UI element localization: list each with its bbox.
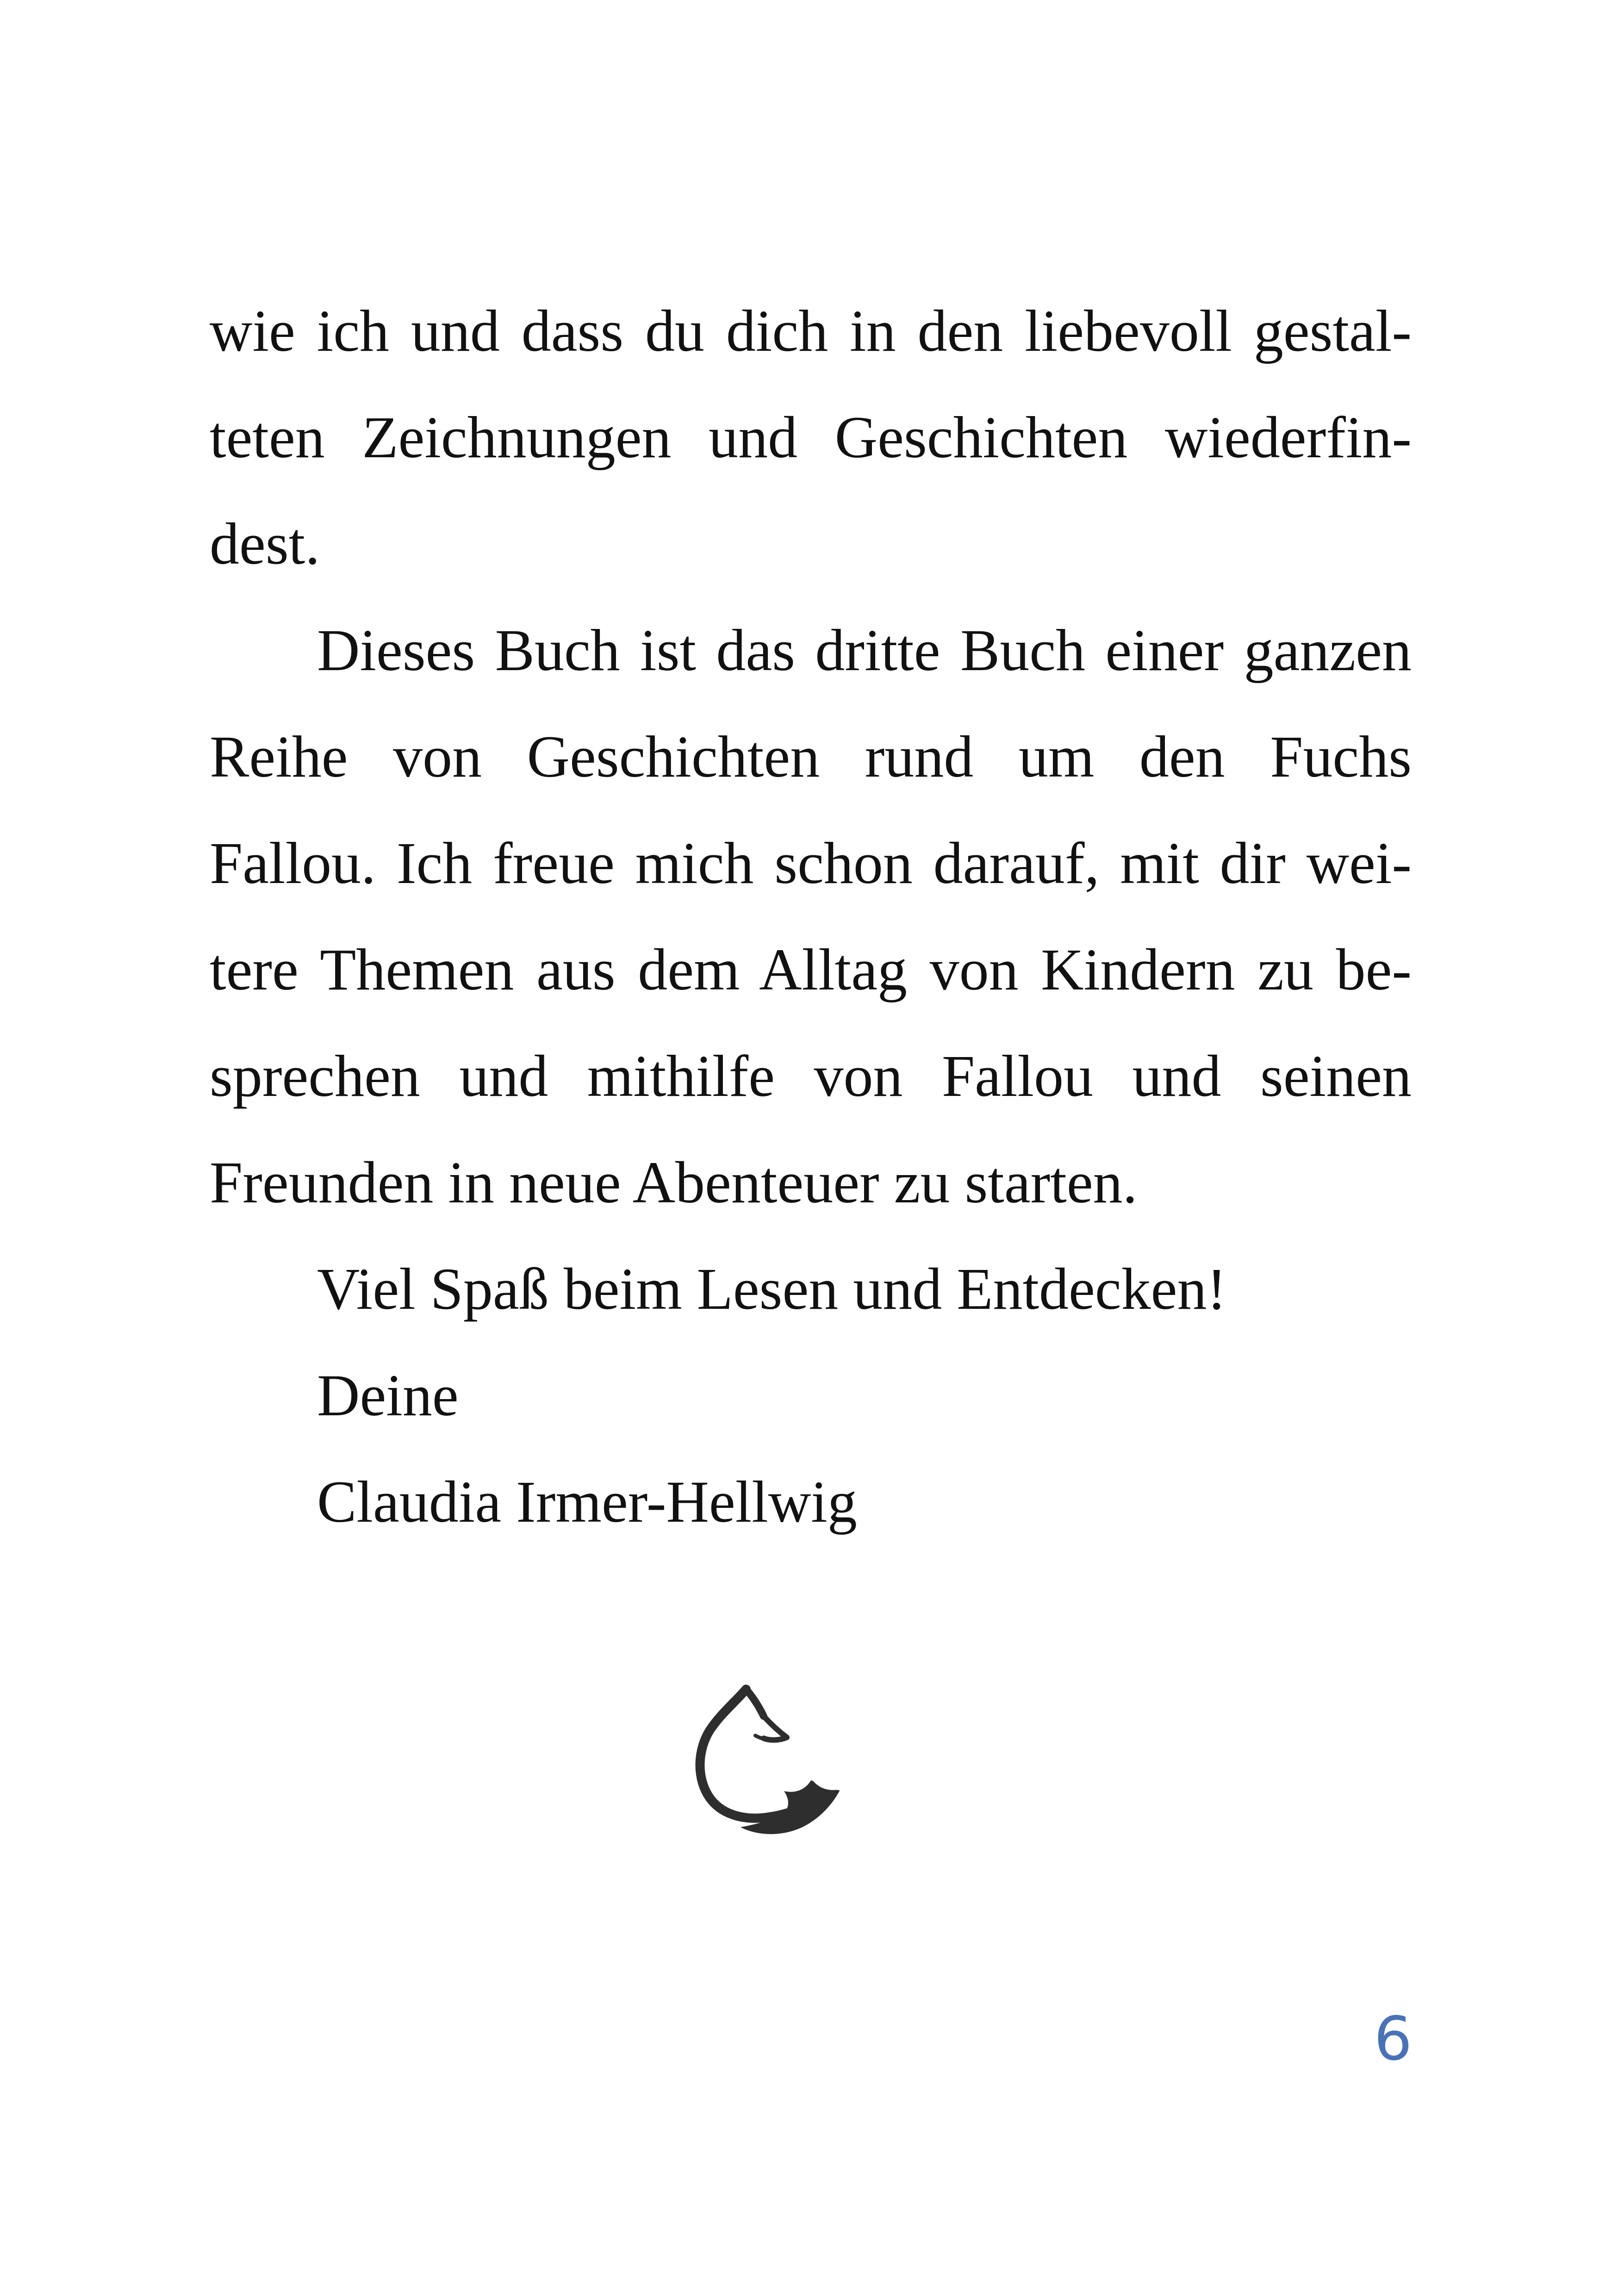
signoff-block	[317, 1236, 1226, 1555]
text-line: wie ich und dass du dich in den liebevoll gestal-	[210, 298, 1412, 364]
text-line: tere Themen aus dem Alltag von Kindern zu be-	[210, 937, 1412, 1002]
text-line: Reihe von Geschichten rund um den Fuchs	[210, 724, 1412, 790]
closing-line: Viel Spaß beim Lesen und Entdecken!	[317, 1256, 1227, 1322]
author-name: Claudia Irmer-Hellwig	[317, 1469, 857, 1535]
page-number: 6	[1374, 2004, 1413, 2074]
fox-logo-icon	[685, 1680, 842, 1847]
text-line: sprechen und mithilfe von Fallou und seinen	[210, 1043, 1412, 1109]
body-paragraph-2	[210, 597, 1412, 1236]
text-line: Fallou. Ich freue mich schon darauf, mit dir wei-	[210, 830, 1412, 896]
text-line: teten Zeichnungen und Geschichten wiederfin-	[210, 404, 1412, 470]
body-paragraph-1	[210, 278, 1412, 597]
text-line: Freunden in neue Abenteuer zu starten.	[210, 1150, 1138, 1215]
text-line: dest.	[210, 511, 320, 577]
text-line: Dieses Buch ist das dritte Buch einer ganzen	[317, 617, 1412, 683]
salutation-line: Deine	[317, 1363, 459, 1428]
